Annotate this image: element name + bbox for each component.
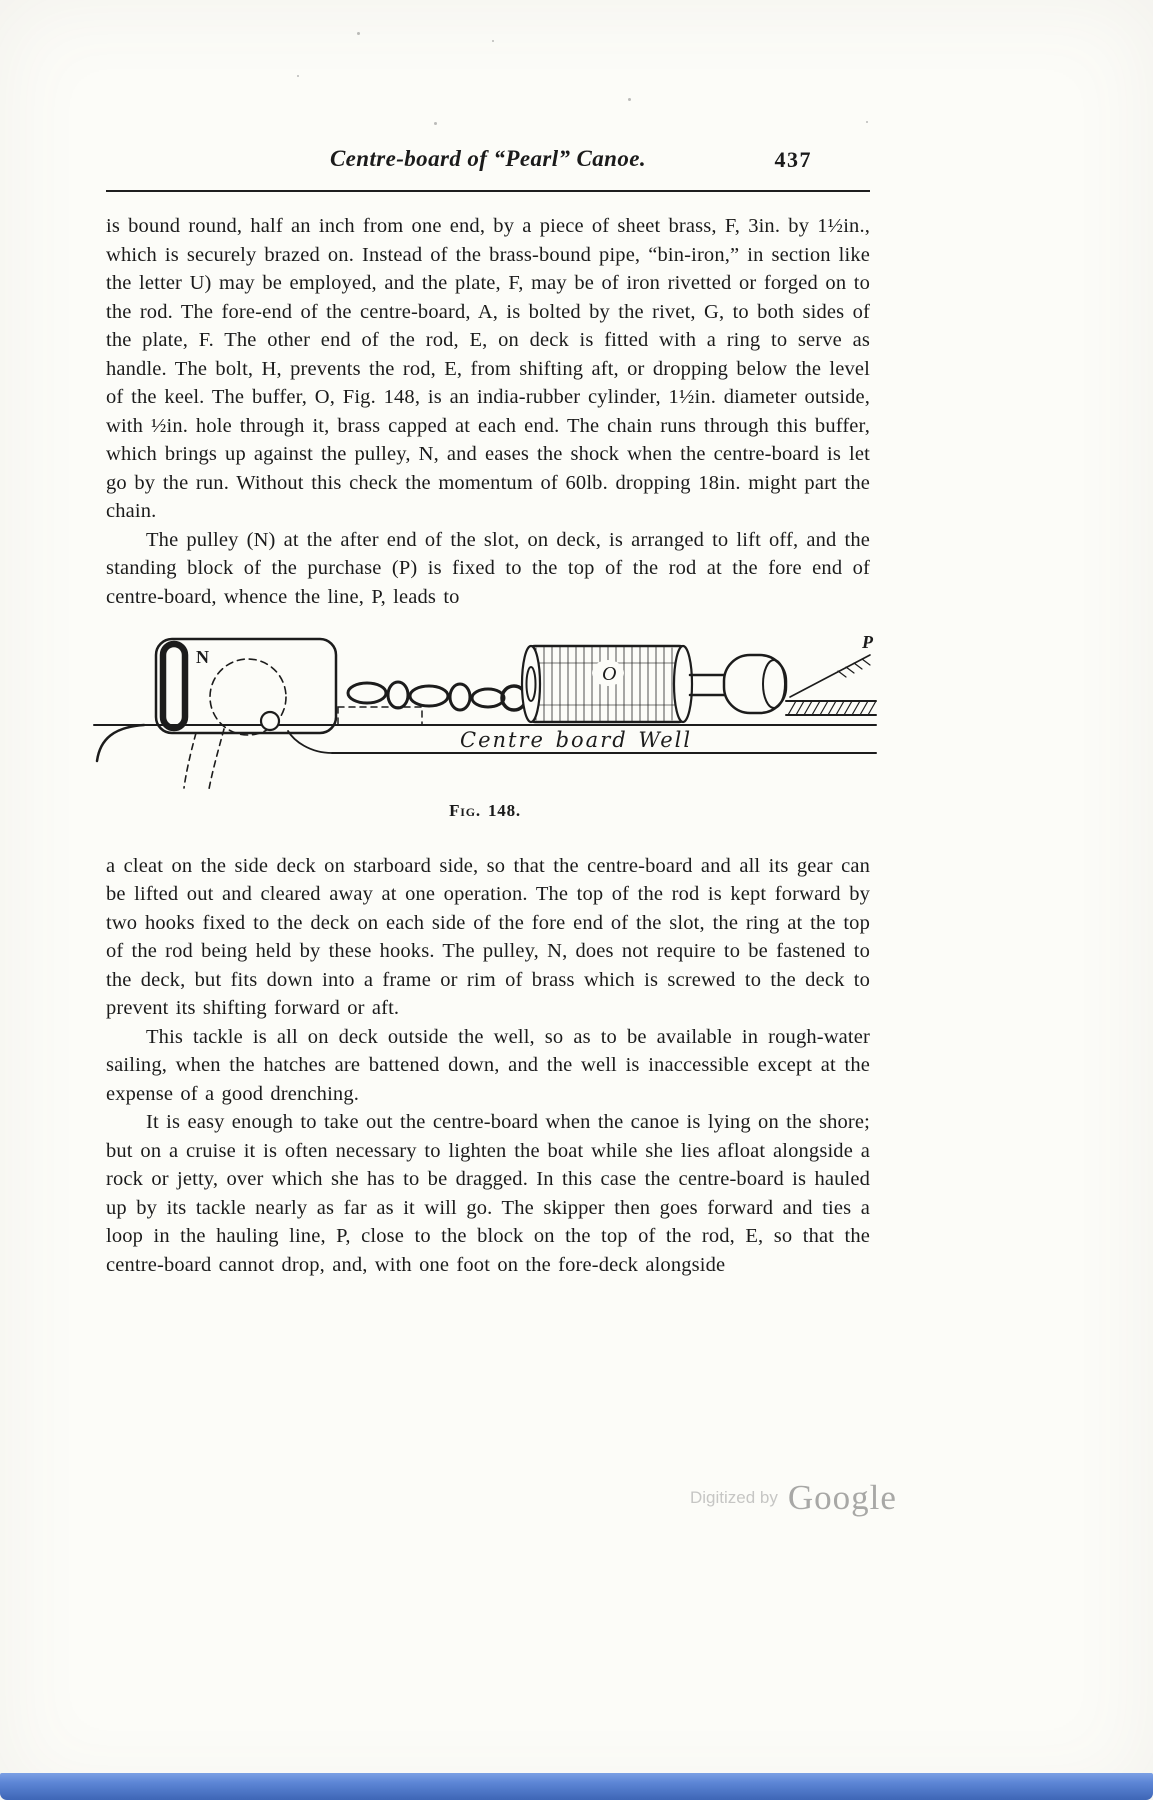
scan-speck [866, 121, 868, 123]
page-header [106, 146, 870, 180]
page-content [106, 146, 874, 1279]
chain-link [472, 689, 504, 707]
slot-dashed [338, 707, 422, 725]
page-number: 437 [774, 147, 812, 172]
body-paragraph: a cleat on the side deck on starboard side, so that the centre-board and all its gear can be lifted out and cleared away at one operation. The top of the rod is kept forward by two hooks fixed to the deck on each side of the fore end of the slot, the ring at the top of the rod being held by these hooks. The pulley, N, does not require to be fastened to the deck, but fits down into a frame or rim of brass which is screwed to the deck to prevent its shifting forward or aft. [106, 854, 870, 1019]
board-edge-dashed [184, 733, 196, 788]
buffer-right-cap [674, 646, 692, 722]
purchase-line [790, 655, 870, 697]
body-paragraph: This tackle is all on deck outside the well, so as to be available in rough-water sailing, when the hatches are battened down, and the well is inaccessible except at the expense of a good drenching. [106, 1025, 870, 1105]
running-title: Centre-board of “Pearl” Canoe. [329, 146, 647, 171]
scan-speck [492, 40, 494, 42]
figure-148 [80, 633, 890, 826]
digitized-by-label: Digitized by [690, 1488, 778, 1507]
chain-link [388, 682, 408, 708]
scan-bottom-edge [0, 1773, 1153, 1800]
figure-label-o: O [602, 663, 617, 685]
body-text [106, 212, 874, 1279]
scan-speck [357, 32, 360, 35]
rod-handle [163, 644, 185, 728]
google-logo: Google [787, 1478, 897, 1517]
digitized-by-watermark [690, 1478, 897, 1518]
rope-hatching [788, 701, 876, 715]
body-paragraph: It is easy enough to take out the centre-board when the canoe is lying on the shore; but on a cruise it is often necessary to lighten the boat while she lies afloat alongside a rock or jetty, over which she has to be dragged. In this case the centre-board is hauled up by its tackle nearly as far as it will go. The skipper then goes forward and ties a loop in the hauling line, P, close to the block on the top of the rod, E, so that the centre-board cannot drop, and, with one foot on the fore-deck alongside [106, 1111, 870, 1276]
figure-label-p: P [862, 633, 874, 652]
well-script-label: Centre board Well [460, 728, 693, 752]
figure-148-drawing [80, 633, 890, 793]
figure-label-n: N [196, 647, 210, 667]
purchase-line-ticks [838, 659, 870, 677]
pulley-pin [261, 712, 279, 730]
chain-hidden-dashed [209, 729, 224, 789]
ring-block [724, 655, 786, 713]
scan-speck [628, 98, 631, 101]
chain-link [410, 686, 448, 706]
scan-speck [297, 75, 299, 77]
figure-caption: Fig. 148. [449, 801, 521, 820]
body-paragraph: The pulley (N) at the after end of the slot, on deck, is arranged to lift off, and the standing block of the purchase (P) is fixed to the top of the rod at the fore end of centre-board, whence the line, P, leads to [106, 528, 870, 608]
well-base-curve [288, 731, 332, 753]
header-rule [106, 190, 870, 192]
body-paragraph: is bound round, half an inch from one end, by a piece of sheet brass, F, 3in. by 1½in., which is securely brazed on. Instead of the brass-bound pipe, “bin-iron,” in section like the letter U) may be employed, and the plate, F, may be of iron rivetted or forged on to the rod. The fore-end of the centre-board, A, is bolted by the rivet, G, to both sides of the plate, F. The other end of the rod, E, on deck is fitted with a ring to serve as handle. The bolt, H, prevents the rod, E, from shifting aft, or dropping below the level of the keel. The buffer, O, Fig. 148, is an india-rubber cylinder, 1½in. diameter outside, with ½in. hole through it, brass capped at each end. The chain runs through this buffer, which brings up against the pulley, N, and eases the shock when the centre-board is let go by the run. Without this check the momentum of 60lb. dropping 18in. might part the chain. [106, 215, 870, 522]
scan-speck [434, 122, 437, 125]
buffer-left-cap [522, 646, 540, 722]
hull-curve [97, 725, 144, 761]
chain-link [450, 684, 470, 710]
chain-link [348, 683, 386, 703]
rod-lines [690, 675, 728, 695]
